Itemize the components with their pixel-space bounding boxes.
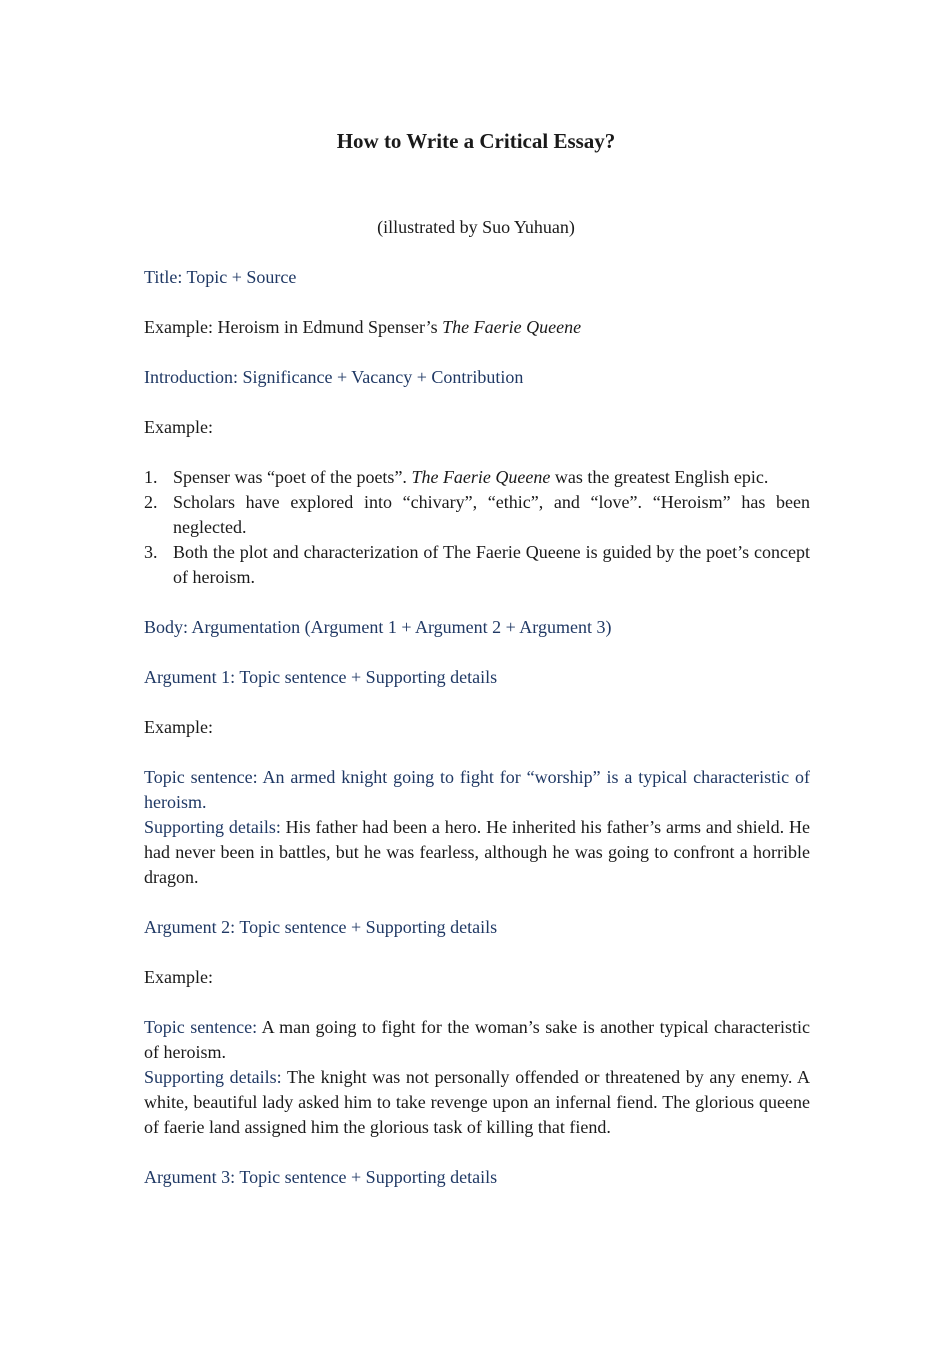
argument-1-topic-sentence: Topic sentence: An armed knight going to fight for “worship” is a typical characteristic of heroism. [144,767,810,812]
supporting-details-text: The knight was not personally offended or threatened by any enemy. A white, beautiful lady asked him to take revenge upon an infernal fiend. The glorious queene of faerie land assigned him the glorious task of killing that fiend. [144,1067,811,1137]
supporting-details-label: Supporting details: [144,817,281,837]
argument-3-heading: Argument 3: Topic sentence + Supporting details [144,1167,498,1187]
title-example-work: The Faerie Queene [442,317,582,337]
list-item-text-end: was the greatest English epic. [550,467,769,487]
argument-2-heading: Argument 2: Topic sentence + Supporting details [144,917,498,937]
list-item-text: Scholars have explored into “chivary”, “ethic”, and “love”. “Heroism” has been neglected. [173,492,810,537]
list-item [144,540,810,590]
topic-sentence-text: A man going to fight for the woman’s sake is another typical characteristic of heroism. [144,1017,810,1062]
argument-1-supporting-details [144,815,810,890]
body-heading: Body: Argumentation (Argument 1 + Argument 2 + Argument 3) [144,617,612,637]
title-example-text: Example: Heroism in Edmund Spenser’s [144,317,443,337]
document-subtitle: (illustrated by Suo Yuhuan) [377,217,575,237]
supporting-details-text: His father had been a hero. He inherited his father’s arms and shield. He had never been in battles, but he was fearless, although he was going to confront a horrible dragon. [144,817,810,887]
argument-2-topic-sentence [144,1015,810,1065]
topic-sentence-label: Topic sentence: [144,1017,258,1037]
list-item-number: 1. [144,467,158,487]
argument-1-heading: Argument 1: Topic sentence + Supporting details [144,667,498,687]
list-item-work: The Faerie Queene [411,467,551,487]
argument-2-supporting-details [144,1065,810,1140]
list-item-number: 2. [144,492,158,512]
introduction-heading: Introduction: Significance + Vacancy + Contribution [144,367,524,387]
list-item [144,465,810,490]
list-item-text: Spenser was “poet of the poets”. [173,467,412,487]
list-item-number: 3. [144,542,158,562]
list-item [144,490,810,540]
argument-2-example-label: Example: [144,967,213,987]
introduction-example-label: Example: [144,417,213,437]
title-section-heading: Title: Topic + Source [144,267,297,287]
document-title: How to Write a Critical Essay? [336,129,616,153]
argument-1-example-label: Example: [144,717,213,737]
supporting-details-label: Supporting details: [144,1067,282,1087]
introduction-list [144,465,810,590]
list-item-text: Both the plot and characterization of The Faerie Queene is guided by the poet’s concept of heroism. [173,542,810,587]
title-example [144,315,810,340]
